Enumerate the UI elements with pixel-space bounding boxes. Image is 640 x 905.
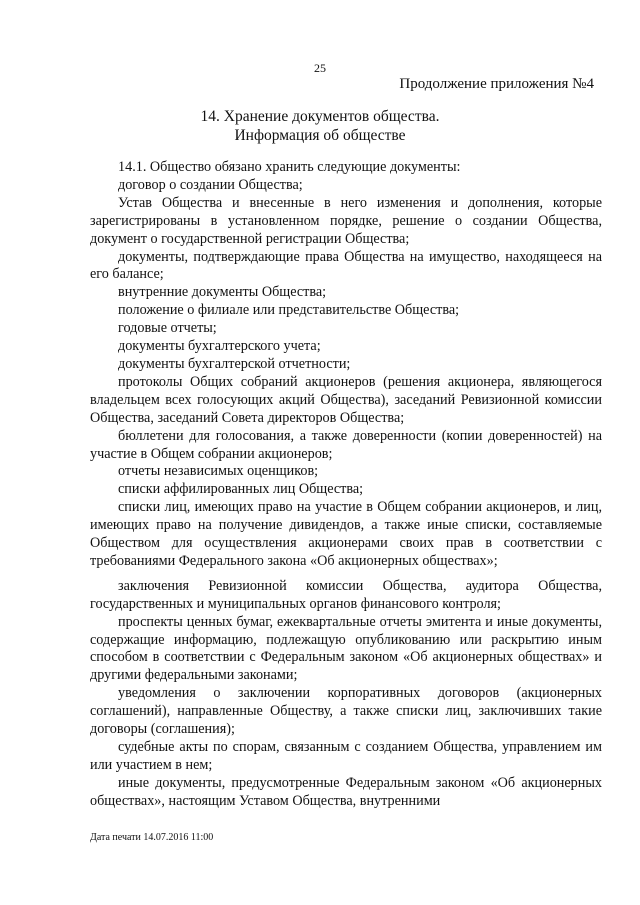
paragraph: положение о филиале или представительстве Общества; xyxy=(118,302,460,319)
paragraph: бюллетени для голосования, а также доверенности (копии доверенностей) на участие в Общем собрании акционеров; xyxy=(90,427,602,462)
document-body xyxy=(90,159,602,811)
paragraph: годовые отчеты; xyxy=(118,320,217,337)
paragraph: проспекты ценных бумаг, ежеквартальные отчеты эмитента и иные документы, содержащие информацию, подлежащую опубликованию или раскрытию иным способом в соответствии с Федеральным законом «Об акционерных обществах» и другими федеральными законами; xyxy=(90,613,602,684)
paragraph: протоколы Общих собраний акционеров (решения акционера, являющегося владельцем всех голосующих акций Общества), заседаний Ревизионной комиссии Общества, заседаний Совета директоров Общества; xyxy=(90,373,602,426)
section-title: 14. Хранение документов общества. xyxy=(200,108,440,125)
paragraph: списки аффилированных лиц Общества; xyxy=(118,481,364,498)
section-subtitle: Информация об обществе xyxy=(234,127,406,144)
paragraph: внутренние документы Общества; xyxy=(118,284,327,301)
page-number: 25 xyxy=(314,61,326,75)
paragraph: судебные акты по спорам, связанным с созданием Общества, управлением им или участием в нем; xyxy=(90,739,602,773)
paragraph: документы бухгалтерской отчетности; xyxy=(118,355,351,372)
appendix-note: Продолжение приложения №4 xyxy=(399,76,594,92)
paragraph: договор о создании Общества; xyxy=(118,176,303,193)
paragraph-intro: 14.1. Общество обязано хранить следующие документы: xyxy=(118,159,461,175)
paragraph: иные документы, предусмотренные Федеральным законом «Об акционерных обществах», настоящим Уставом Общества, внутренними xyxy=(90,774,602,809)
paragraph: Устав Общества и внесенные в него изменения и дополнения, которые зарегистрированы в установленном порядке, решение о создании Общества, документ о государственной регистрации Общества; xyxy=(90,194,602,247)
paragraph: заключения Ревизионной комиссии Общества, аудитора Общества, государственных и муниципальных органов финансового контроля; xyxy=(90,577,602,612)
paragraph: уведомления о заключении корпоративных договоров (акционерных соглашений), направленные Обществу, а также списки лиц, заключивших такие договоры (соглашения); xyxy=(90,685,602,738)
print-date-footer: Дата печати 14.07.2016 11:00 xyxy=(90,832,214,843)
paragraph: отчеты независимых оценщиков; xyxy=(118,463,319,480)
paragraph: списки лиц, имеющих право на участие в Общем собрании акционеров, и лиц, имеющих право на получение дивидендов, а также иные списки, составляемые Обществом для осуществления акционерами своих прав в соответствии с требованиями Федерального закона «Об акционерных обществах»; xyxy=(90,499,602,569)
section-heading xyxy=(0,107,640,145)
paragraph: документы, подтверждающие права Общества на имущество, находящееся на его балансе; xyxy=(90,248,602,283)
paragraph: документы бухгалтерского учета; xyxy=(118,338,321,355)
